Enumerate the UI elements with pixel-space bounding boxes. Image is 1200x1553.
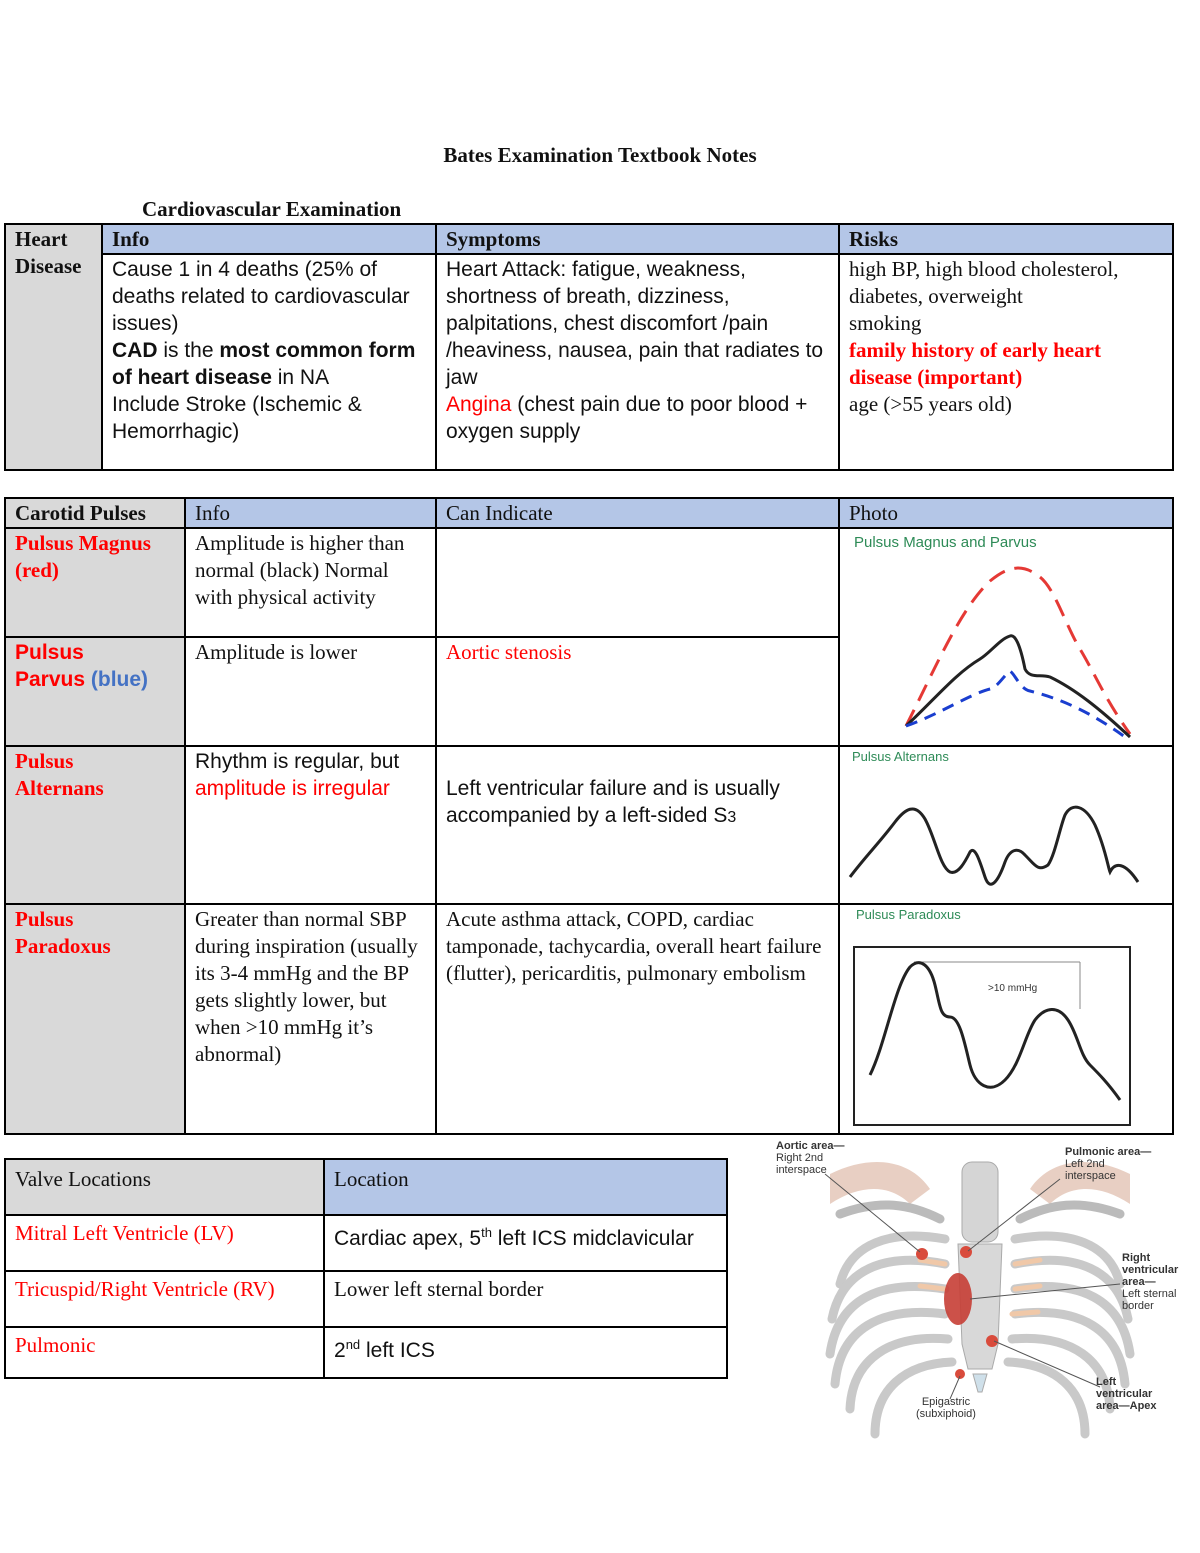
alternans-name-1: Pulsus xyxy=(15,749,74,773)
heart-label-line2: Disease xyxy=(15,254,82,278)
valve-locations-table xyxy=(4,1158,728,1379)
mmhg-label: >10 mmHg xyxy=(988,983,1038,994)
valve-mitral: Mitral Left Ventricle (LV) xyxy=(5,1215,324,1271)
neck-vertebrae xyxy=(962,1162,998,1242)
alternans-name-2: Alternans xyxy=(15,776,104,800)
paradoxus-name-2: Paradoxus xyxy=(15,934,111,958)
left-ventricular-area-dot xyxy=(986,1335,998,1347)
alternans-indicate xyxy=(436,746,839,904)
carotid-header: Carotid Pulses xyxy=(5,498,185,528)
aortic-area-dot-2 xyxy=(960,1246,972,1258)
epigastric-line-1: Epigastric xyxy=(921,1396,971,1408)
aortic-line-1: Aortic area— xyxy=(776,1140,845,1152)
lv-line-3: area—Apex xyxy=(1096,1400,1157,1412)
symptoms-p1: Heart Attack: fatigue, weakness, shortness of breath, dizziness, palpitations, chest discomfort /pain /heaviness, nausea, pain that radiates to jaw xyxy=(446,258,824,389)
symptoms-p2 xyxy=(446,391,829,445)
pulmonic-loc-1: 2 xyxy=(334,1339,346,1362)
risks-header: Risks xyxy=(839,224,1173,254)
left-ventricular-label xyxy=(1096,1376,1157,1412)
right-clavicle xyxy=(840,1205,940,1219)
alternans-info-1: Rhythm is regular, but xyxy=(195,750,400,773)
info-header: Info xyxy=(102,224,436,254)
in-na-text: in NA xyxy=(271,366,330,389)
alternans-info xyxy=(185,746,436,904)
paradoxus-indicate: Acute asthma attack, COPD, cardiac tamponade, tachycardia, overall heart failure (flutter), pericarditis, pulmonary embolism xyxy=(436,904,839,1134)
angina-rest-text: (chest pain due to poor blood + oxygen supply xyxy=(446,393,808,443)
magnus-color: (red) xyxy=(15,558,59,582)
most-common-text: most common form of heart disease xyxy=(112,339,416,389)
pulmonic-line-2: Left 2nd xyxy=(1065,1158,1105,1170)
right-ventricular-label xyxy=(1122,1252,1178,1312)
paradoxus-waveform xyxy=(840,905,1176,1135)
pulmonic-loc-2: left ICS xyxy=(360,1339,435,1362)
location-header: Location xyxy=(324,1159,727,1215)
pulsus-paradoxus-label xyxy=(5,904,185,1134)
risk-4: age (>55 years old) xyxy=(849,392,1012,416)
paradoxus-info: Greater than normal SBP during inspiration (usually its 3-4 mmHg and the BP gets slightly lower, but when >10 mmHg it’s abnormal) xyxy=(185,904,436,1134)
risk-3: family history of early heart disease (important) xyxy=(849,338,1101,389)
rv-line-5: border xyxy=(1122,1300,1154,1312)
aortic-area-label xyxy=(776,1140,844,1176)
heart-risks-cell xyxy=(839,254,1173,470)
epigastric-label xyxy=(916,1396,976,1420)
magnus-name: Pulsus Magnus xyxy=(15,531,151,555)
valve-tricuspid: Tricuspid/Right Ventricle (RV) xyxy=(5,1271,324,1327)
mitral-loc-2: left ICS midclavicular xyxy=(491,1227,694,1250)
heart-disease-table xyxy=(4,223,1174,471)
risk-2: smoking xyxy=(849,311,922,335)
alternans-indicate-text: Left ventricular failure and is usually accompanied by a left-sided S xyxy=(446,777,780,827)
rv-line-2: ventricular xyxy=(1122,1264,1179,1276)
alternans-info-2: amplitude is irregular xyxy=(195,777,390,800)
magnus-parvus-waveform xyxy=(840,529,1176,747)
cad-text: CAD xyxy=(112,339,158,362)
magnus-indicate xyxy=(436,528,839,637)
is-the-text: is the xyxy=(157,339,220,362)
carotid-info-header: Info xyxy=(185,498,436,528)
parvus-color: (blue) xyxy=(85,668,149,691)
pulmonic-line-3: interspace xyxy=(1065,1170,1116,1182)
document-title: Bates Examination Textbook Notes xyxy=(443,143,757,167)
xiphoid xyxy=(973,1374,987,1392)
normal-curve xyxy=(906,636,1130,737)
aortic-line-3: interspace xyxy=(776,1164,827,1176)
magnus-parvus-photo xyxy=(839,528,1173,746)
left-clavicle xyxy=(1020,1205,1120,1219)
paradoxus-photo xyxy=(839,904,1173,1134)
parvus-name-2: Parvus xyxy=(15,668,86,691)
parvus-indicate: Aortic stenosis xyxy=(436,637,839,746)
carotid-pulses-table xyxy=(4,497,1174,1135)
section-title: Cardiovascular Examination xyxy=(142,197,402,221)
parvus-name-1: Pulsus xyxy=(15,641,84,664)
pulsus-parvus-label xyxy=(5,637,185,746)
location-pulmonic xyxy=(324,1327,727,1378)
aortic-line-2: Right 2nd xyxy=(776,1152,824,1164)
valve-header: Valve Locations xyxy=(5,1159,324,1215)
magnus-parvus-caption: Pulsus Magnus and Parvus xyxy=(854,534,1037,551)
chest-auscultation-figure xyxy=(770,1134,1190,1474)
rv-line-3: area— xyxy=(1122,1276,1156,1288)
pulmonic-loc-sup: nd xyxy=(345,1337,361,1352)
angina-text: Angina xyxy=(446,393,512,416)
pulsus-alternans-label xyxy=(5,746,185,904)
parvus-info: Amplitude is lower xyxy=(185,637,436,746)
paradoxus-frame xyxy=(854,947,1130,1125)
heart-symptoms-cell xyxy=(436,254,839,470)
heart-info-p2 xyxy=(112,337,426,391)
valve-pulmonic: Pulmonic xyxy=(5,1327,324,1378)
heart-label-line1: Heart xyxy=(15,227,68,251)
lv-line-2: ventricular xyxy=(1096,1388,1153,1400)
mitral-loc-sup: th xyxy=(481,1225,492,1240)
s3-subscript: 3 xyxy=(727,809,737,826)
heart-info-p1: Cause 1 in 4 deaths (25% of deaths related to cardiovascular issues) xyxy=(112,258,410,335)
paradoxus-caption: Pulsus Paradoxus xyxy=(856,907,961,922)
alternans-caption: Pulsus Alternans xyxy=(852,749,949,764)
heart-info-cell xyxy=(102,254,436,470)
rv-line-1: Right xyxy=(1122,1252,1151,1264)
symptoms-header: Symptoms xyxy=(436,224,839,254)
paradoxus-name-1: Pulsus xyxy=(15,907,74,931)
photo-header: Photo xyxy=(839,498,1173,528)
mitral-loc-1: Cardiac apex, 5 xyxy=(334,1227,482,1250)
heart-info-p3: Include Stroke (Ischemic & Hemorrhagic) xyxy=(112,393,362,443)
magnus-info: Amplitude is higher than normal (black) Normal with physical activity xyxy=(185,528,436,637)
location-mitral xyxy=(324,1215,727,1271)
lv-line-1: Left xyxy=(1096,1376,1117,1388)
alternans-curve xyxy=(850,807,1138,884)
epigastric-line-2: (subxiphoid) xyxy=(916,1408,976,1420)
right-ventricular-area xyxy=(944,1273,972,1325)
pulmonic-line-1: Pulmonic area— xyxy=(1065,1146,1152,1158)
heart-disease-label xyxy=(5,224,102,470)
rv-line-4: Left sternal xyxy=(1122,1288,1177,1300)
can-indicate-header: Can Indicate xyxy=(436,498,839,528)
alternans-photo xyxy=(839,746,1173,904)
location-tricuspid: Lower left sternal border xyxy=(324,1271,727,1327)
pulsus-magnus-label xyxy=(5,528,185,637)
right-shoulder xyxy=(830,1162,930,1204)
risk-1: high BP, high blood cholesterol, diabetes, overweight xyxy=(849,257,1119,308)
alternans-waveform xyxy=(840,747,1176,905)
epigastric-dot xyxy=(955,1369,965,1379)
pulmonic-area-label xyxy=(1065,1146,1151,1182)
